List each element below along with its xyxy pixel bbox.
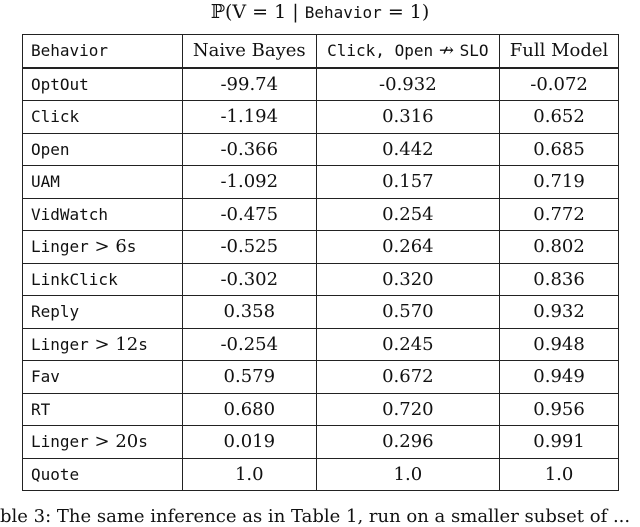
click-open-slo-cell: 0.264 (316, 231, 500, 264)
header-middle-code: Click, Open (327, 41, 434, 61)
click-open-slo-cell: 0.320 (316, 263, 500, 296)
behavior-code: Open (31, 139, 70, 159)
table-caption: ble 3: The same inference as in Table 1, run on a smaller subset of ... (0, 506, 631, 527)
naive-bayes-cell: -1.194 (183, 101, 317, 134)
table-body (23, 68, 619, 491)
click-open-slo-cell: 1.0 (316, 458, 500, 491)
naive-bayes-cell: -0.254 (183, 328, 317, 361)
behavior-tail: s (138, 334, 148, 354)
full-model-cell: 0.836 (500, 263, 619, 296)
behavior-cell (23, 231, 183, 264)
behavior-code: Linger (31, 432, 89, 452)
title-prefix: ℙ(V = 1 | (210, 1, 305, 23)
full-model-cell: 0.719 (500, 166, 619, 199)
behavior-code: OptOut (31, 74, 89, 94)
behavior-cell (23, 101, 183, 134)
click-open-slo-cell: 0.672 (316, 361, 500, 394)
behavior-code: LinkClick (31, 269, 118, 289)
behavior-code: Linger (31, 334, 89, 354)
full-model-cell: 1.0 (500, 458, 619, 491)
behavior-cell (23, 426, 183, 459)
behavior-code: Linger (31, 237, 89, 257)
behavior-cell (23, 68, 183, 101)
click-open-slo-cell: 0.570 (316, 296, 500, 329)
behavior-cell (23, 133, 183, 166)
title-suffix: = 1) (381, 1, 430, 23)
table-title (0, 0, 640, 25)
behavior-code: Reply (31, 302, 80, 322)
behavior-extra: > 6 (88, 236, 127, 258)
click-open-slo-cell: 0.245 (316, 328, 500, 361)
behavior-cell (23, 458, 183, 491)
naive-bayes-cell: -0.475 (183, 198, 317, 231)
behavior-code: Fav (31, 367, 60, 387)
click-open-slo-cell: 0.296 (316, 426, 500, 459)
full-model-cell: 0.991 (500, 426, 619, 459)
header-middle-tail: SLO (459, 41, 489, 61)
behavior-extra: > 12 (88, 333, 139, 355)
naive-bayes-cell: 0.579 (183, 361, 317, 394)
click-open-slo-cell: 0.442 (316, 133, 500, 166)
behavior-extra: > 20 (88, 431, 139, 453)
naive-bayes-cell: 0.019 (183, 426, 317, 459)
behavior-code: VidWatch (31, 204, 109, 224)
naive-bayes-cell: -1.092 (183, 166, 317, 199)
behavior-code: Quote (31, 464, 80, 484)
behavior-cell (23, 361, 183, 394)
behavior-cell (23, 263, 183, 296)
header-click-open-slo (316, 35, 500, 68)
full-model-cell: 0.802 (500, 231, 619, 264)
results-table (22, 34, 619, 491)
table-row (23, 361, 619, 394)
click-open-slo-cell: 0.720 (316, 393, 500, 426)
behavior-cell (23, 198, 183, 231)
behavior-code: RT (31, 399, 51, 419)
behavior-cell (23, 296, 183, 329)
behavior-cell (23, 393, 183, 426)
full-model-cell: 0.956 (500, 393, 619, 426)
behavior-tail: s (126, 237, 137, 257)
naive-bayes-cell: 1.0 (183, 458, 317, 491)
full-model-cell: 0.772 (500, 198, 619, 231)
header-full-model: Full Model (500, 35, 619, 68)
naive-bayes-cell: -0.525 (183, 231, 317, 264)
header-middle-arrow: ↛ (433, 40, 460, 62)
table-row (23, 393, 619, 426)
full-model-cell: 0.932 (500, 296, 619, 329)
header-naive-bayes: Naive Bayes (183, 35, 317, 68)
title-code: Behavior (304, 3, 382, 22)
full-model-cell: 0.949 (500, 361, 619, 394)
behavior-tail: s (138, 432, 148, 452)
table-row (23, 458, 619, 491)
header-row (23, 35, 619, 68)
header-behavior: Behavior (23, 35, 183, 68)
table-row (23, 68, 619, 101)
full-model-cell: 0.652 (500, 101, 619, 134)
table-row (23, 426, 619, 459)
behavior-cell (23, 328, 183, 361)
table-row (23, 328, 619, 361)
full-model-cell: 0.948 (500, 328, 619, 361)
naive-bayes-cell: -99.74 (183, 68, 317, 101)
table-row (23, 133, 619, 166)
click-open-slo-cell: 0.157 (316, 166, 500, 199)
table-row (23, 263, 619, 296)
behavior-cell (23, 166, 183, 199)
naive-bayes-cell: 0.680 (183, 393, 317, 426)
table-row (23, 296, 619, 329)
behavior-code: UAM (31, 172, 60, 192)
click-open-slo-cell: -0.932 (316, 68, 500, 101)
naive-bayes-cell: -0.302 (183, 263, 317, 296)
table-row (23, 231, 619, 264)
naive-bayes-cell: 0.358 (183, 296, 317, 329)
table-row (23, 101, 619, 134)
naive-bayes-cell: -0.366 (183, 133, 317, 166)
full-model-cell: 0.685 (500, 133, 619, 166)
click-open-slo-cell: 0.254 (316, 198, 500, 231)
click-open-slo-cell: 0.316 (316, 101, 500, 134)
table-row (23, 166, 619, 199)
behavior-code: Click (31, 107, 80, 127)
table-row (23, 198, 619, 231)
full-model-cell: -0.072 (500, 68, 619, 101)
